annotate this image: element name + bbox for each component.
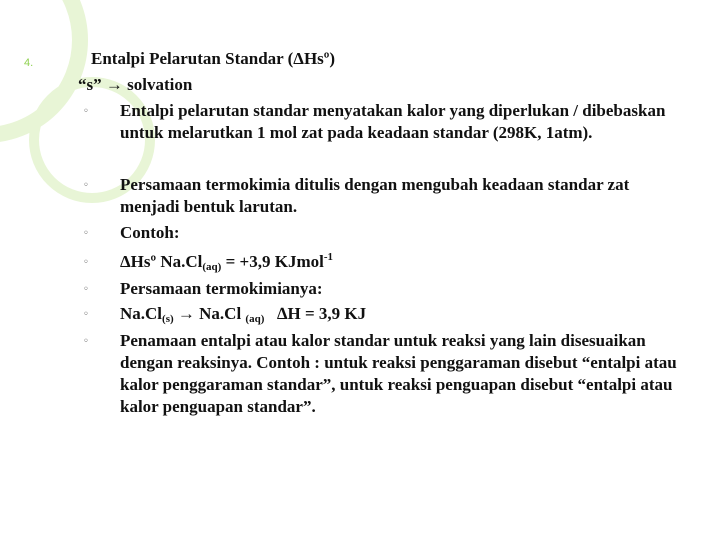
bullet-item-definition: Entalpi pelarutan standar menyatakan kalor yang diperlukan / dibebaskan untuk melarutkan 1 mol zat pada keadaan standar (298K, 1atm). — [120, 101, 666, 142]
formula-part: Na.Cl — [120, 304, 163, 323]
slide-number: 4. — [24, 57, 34, 69]
formula-part: ∆H = 3,9 KJ — [264, 304, 367, 323]
bullet-item-example-label: Contoh: — [120, 223, 180, 242]
bullet-icon: ◦ — [83, 309, 89, 320]
formula-part: → Na.Cl — [173, 304, 246, 323]
bullet-item-reaction — [120, 303, 680, 325]
bullet-item-equation-note: Persamaan termokimia ditulis dengan mengubah keadaan standar zat menjadi bentuk larutan. — [120, 175, 630, 216]
slide-title: Entalpi Pelarutan Standar (ΔHsº) — [91, 49, 336, 68]
bullet-item-naming: Penamaan entalpi atau kalor standar untuk reaksi yang lain disesuaikan dengan reaksinya. Contoh : untuk reaksi penggaraman disebut “entalpi atau kalor penggaraman standar”, untuk reaksi penguapan disebut “entalpi atau kalor penguapan standar”. — [120, 331, 677, 416]
bullet-icon: ◦ — [83, 336, 89, 347]
state-subscript: (s) — [162, 313, 174, 325]
bullet-item-thermo-label: Persamaan termokimianya: — [120, 279, 323, 298]
bullet-icon: ◦ — [83, 257, 89, 268]
state-subscript: (aq) — [202, 261, 222, 273]
bullet-icon: ◦ — [83, 180, 89, 191]
bullet-icon: ◦ — [83, 284, 89, 295]
bullet-item-enthalpy-value — [120, 251, 680, 273]
bullet-icon: ◦ — [83, 228, 89, 239]
formula-part: ΔHsº Na.Cl — [120, 252, 203, 271]
formula-part: = +3,9 KJmol — [221, 252, 324, 271]
exponent: -1 — [323, 251, 333, 263]
state-subscript: (aq) — [245, 313, 265, 325]
slide-subtitle: “s” → solvation — [78, 75, 193, 94]
bullet-icon: ◦ — [83, 106, 89, 117]
